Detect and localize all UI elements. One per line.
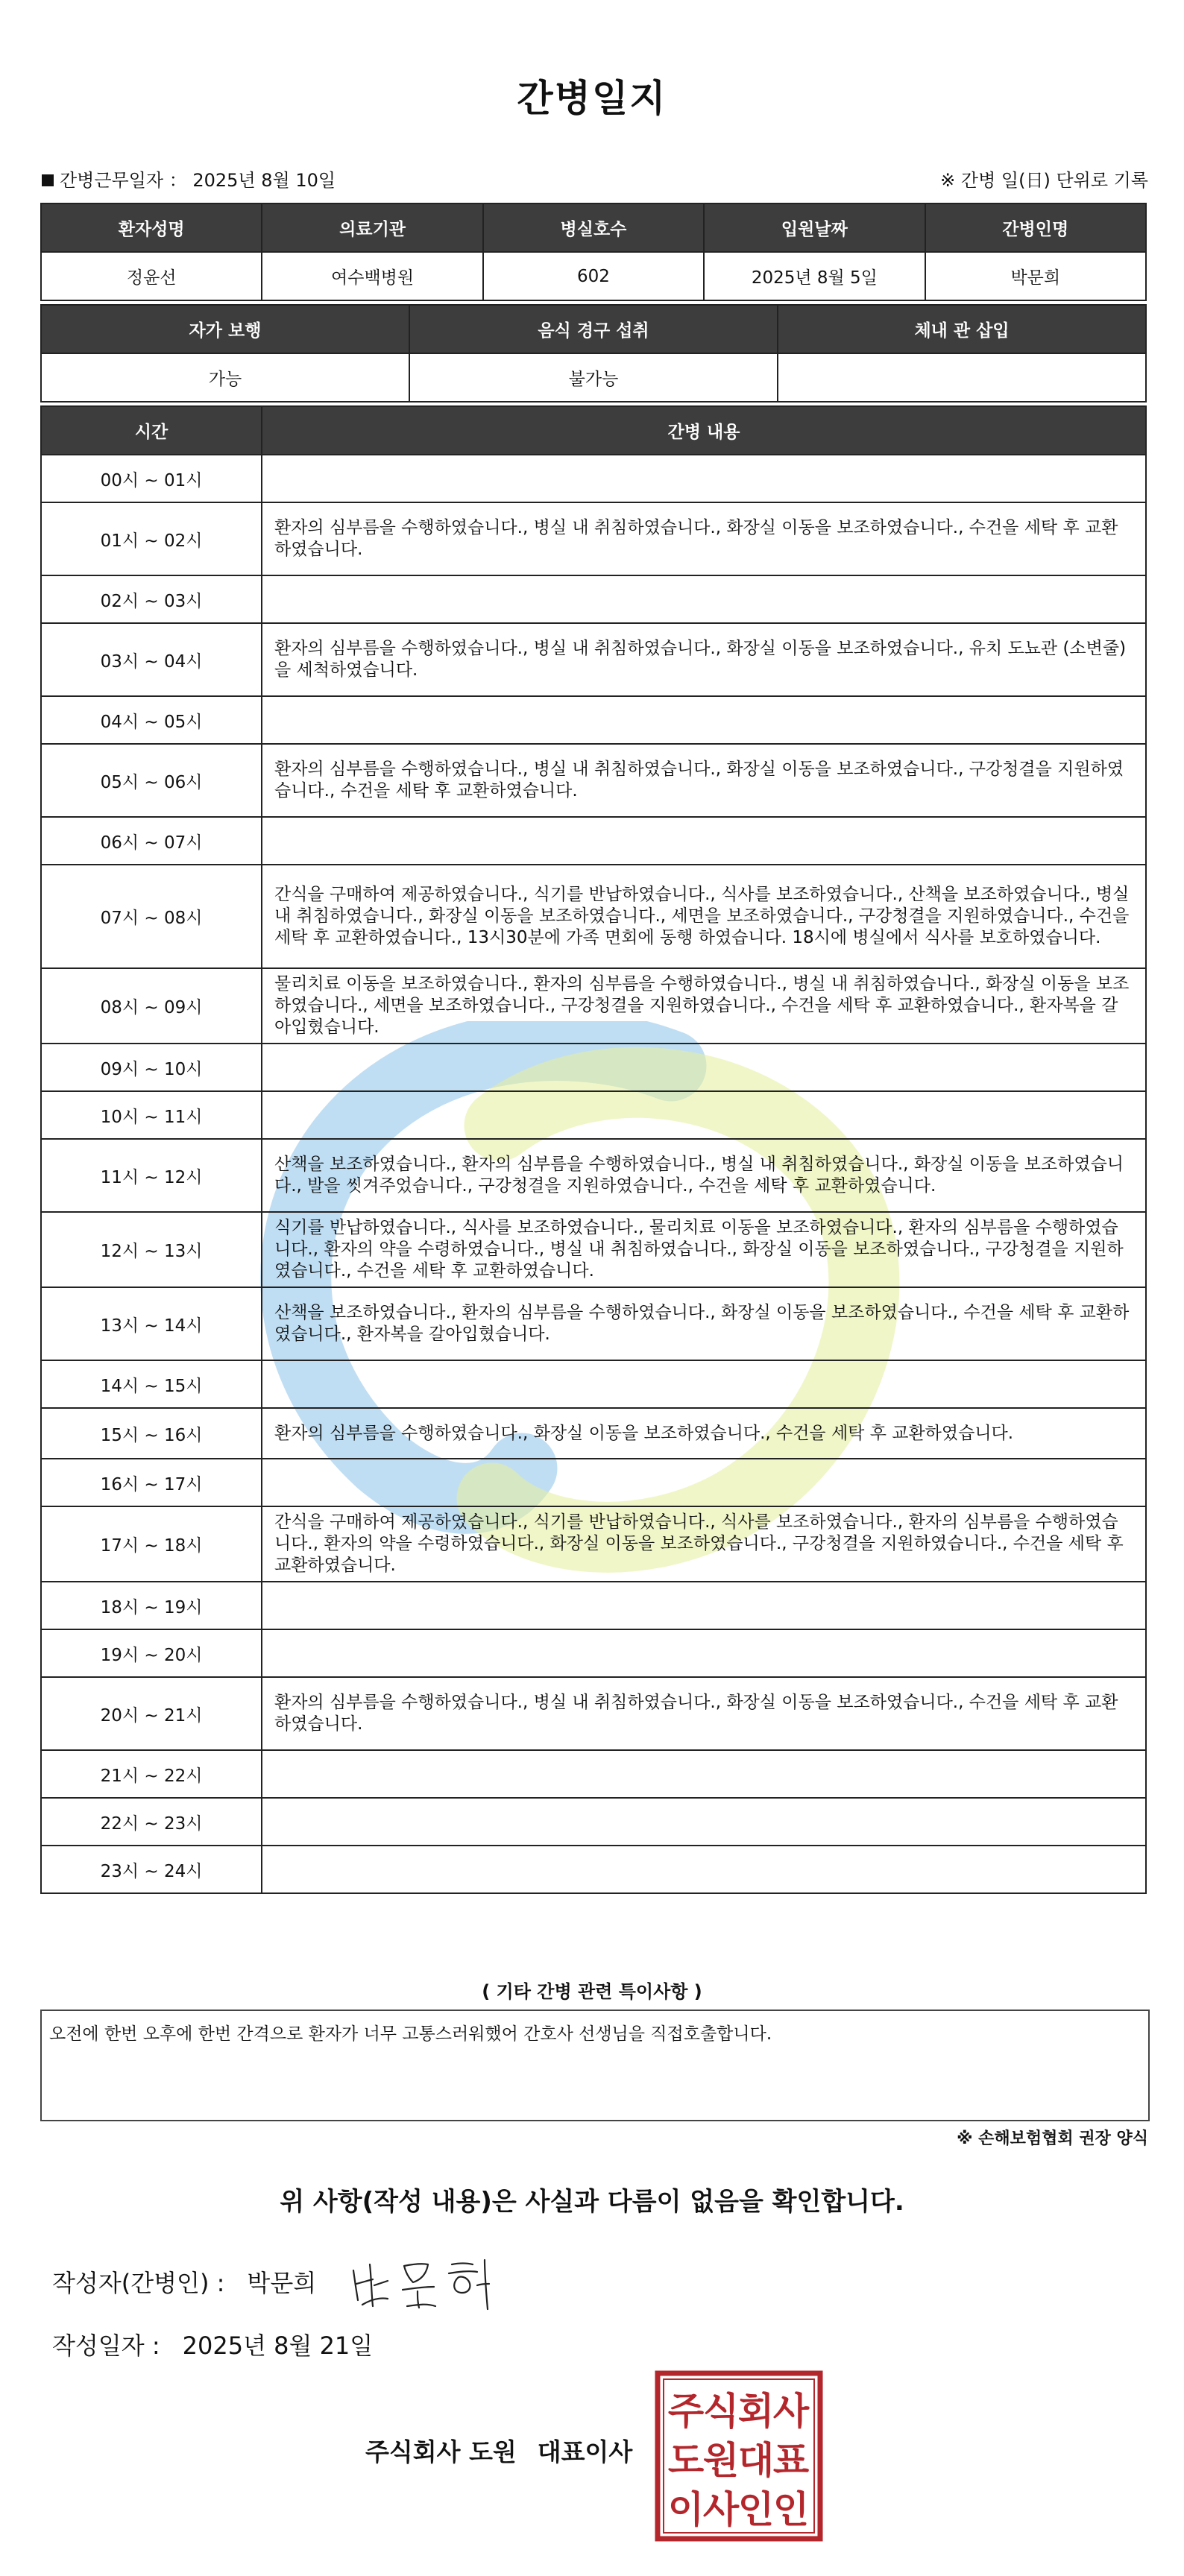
log-time: 12시 ~ 13시 [41, 1212, 262, 1287]
patient-status-table [40, 304, 1147, 402]
signature-image [340, 2248, 504, 2315]
log-row [41, 502, 1146, 575]
seal-character: 인 [737, 2488, 775, 2531]
log-row [41, 1750, 1146, 1798]
work-date-text: 간병근무일자 ： 2025년 8월 10일 [60, 170, 336, 191]
written-date-label: 작성일자 : [52, 2332, 160, 2360]
log-row [41, 817, 1146, 865]
log-content [262, 1846, 1146, 1893]
log-content [262, 1459, 1146, 1506]
log-time: 16시 ~ 17시 [41, 1459, 262, 1506]
header-self-walking: 자가 보행 [41, 305, 409, 353]
header-time: 시간 [41, 406, 262, 455]
seal-character: 주 [667, 2390, 705, 2433]
oral-intake-value: 불가능 [409, 353, 778, 402]
log-time: 00시 ~ 01시 [41, 455, 262, 502]
seal-character: 회 [737, 2390, 775, 2433]
log-row [41, 575, 1146, 623]
special-notes-text: 오전에 한번 오후에 한번 간격으로 환자가 너무 고통스러워했어 간호사 선생님을 직접호출합니다. [49, 2024, 772, 2044]
seal-character: 이 [667, 2488, 705, 2531]
log-time: 02시 ~ 03시 [41, 575, 262, 623]
self-walking-value: 가능 [41, 353, 409, 402]
log-row [41, 1044, 1146, 1091]
log-time: 06시 ~ 07시 [41, 817, 262, 865]
log-content [262, 1360, 1146, 1408]
log-row [41, 1629, 1146, 1677]
written-date: 2025년 8월 21일 [182, 2332, 374, 2360]
log-row [41, 623, 1146, 696]
log-content [262, 1091, 1146, 1139]
written-date-line [52, 2327, 373, 2361]
admission-date: 2025년 8월 5일 [704, 252, 925, 300]
writer-line [52, 2264, 316, 2299]
log-row [41, 1459, 1146, 1506]
log-time: 03시 ~ 04시 [41, 623, 262, 696]
log-row [41, 1846, 1146, 1893]
seal-character: 사 [702, 2488, 740, 2531]
log-row [41, 1091, 1146, 1139]
seal-character: 원 [702, 2439, 740, 2482]
log-time: 05시 ~ 06시 [41, 744, 262, 817]
log-content [262, 1629, 1146, 1677]
seal-character: 인 [772, 2488, 810, 2531]
room-number: 602 [483, 252, 704, 300]
log-time: 14시 ~ 15시 [41, 1360, 262, 1408]
log-row [41, 1677, 1146, 1750]
unit-note: ※ 간병 일(日) 단위로 기록 [940, 170, 1148, 191]
log-time: 04시 ~ 05시 [41, 696, 262, 744]
log-content: 산책을 보조하였습니다., 환자의 심부름을 수행하였습니다., 병실 내 취침하였습니다., 화장실 이동을 보조하였습니다., 발을 씻겨주었습니다., 구강청결을 지원하였습니다., 수건을 세탁 후 교환하였습니다. [262, 1139, 1146, 1212]
header-care-content: 간병 내용 [262, 406, 1146, 455]
log-row [41, 455, 1146, 502]
log-content: 환자의 심부름을 수행하였습니다., 화장실 이동을 보조하였습니다., 수건을 세탁 후 교환하였습니다. [262, 1408, 1146, 1459]
log-row [41, 1212, 1146, 1287]
confirmation-statement: 위 사항(작성 내용)은 사실과 다름이 없음을 확인합니다. [280, 2187, 904, 2217]
header-room-number: 병실호수 [483, 203, 704, 252]
log-content [262, 1750, 1146, 1798]
seal-character: 대 [737, 2439, 775, 2482]
log-time: 08시 ~ 09시 [41, 968, 262, 1044]
log-time: 07시 ~ 08시 [41, 865, 262, 968]
log-content: 환자의 심부름을 수행하였습니다., 병실 내 취침하였습니다., 화장실 이동을 보조하였습니다., 유치 도뇨관 (소변줄)을 세척하였습니다. [262, 623, 1146, 696]
caregiver-name: 박문희 [925, 252, 1146, 300]
company-name: 주식회사 도원 [365, 2437, 517, 2466]
seal-character: 도 [667, 2439, 705, 2482]
company-line [365, 2433, 632, 2468]
log-row [41, 968, 1146, 1044]
form-source-note: ※ 손해보험협회 권장 양식 [957, 2130, 1148, 2148]
work-date [42, 165, 336, 192]
log-time: 09시 ~ 10시 [41, 1044, 262, 1091]
log-row [41, 865, 1146, 968]
log-content: 간식을 구매하여 제공하였습니다., 식기를 반납하였습니다., 식사를 보조하였습니다., 산책을 보조하였습니다., 병실 내 취침하였습니다., 화장실 이동을 보조하였습니다., 세면을 보조하였습니다., 구강청결을 지원하였습니다., 수건을 세탁 후 교환하였습니다., 13시30분에 가족 면회에 동행 하였습니다. 18시에 병실에서 식사를 보호하였습니다. [262, 865, 1146, 968]
patient-info-table [40, 203, 1147, 301]
care-log-body [41, 455, 1146, 1893]
header-hospital: 의료기관 [262, 203, 482, 252]
log-row [41, 696, 1146, 744]
log-time: 01시 ~ 02시 [41, 502, 262, 575]
company-seal-stamp [655, 2370, 823, 2542]
log-content [262, 817, 1146, 865]
header-tube-insertion: 체내 관 삽입 [778, 305, 1146, 353]
log-row [41, 1798, 1146, 1846]
log-content [262, 1582, 1146, 1629]
header-oral-intake: 음식 경구 섭취 [409, 305, 778, 353]
log-time: 10시 ~ 11시 [41, 1091, 262, 1139]
seal-character: 사 [772, 2390, 810, 2433]
log-row [41, 1506, 1146, 1582]
header-caregiver-name: 간병인명 [925, 203, 1146, 252]
writer-name: 박문희 [247, 2269, 317, 2297]
representative-title: 대표이사 [537, 2437, 633, 2466]
log-content [262, 575, 1146, 623]
log-content [262, 696, 1146, 744]
special-notes-box [40, 2010, 1150, 2121]
seal-character: 식 [702, 2390, 740, 2433]
seal-character: 표 [772, 2439, 810, 2482]
writer-label: 작성자(간병인) : [52, 2269, 225, 2297]
log-row [41, 1287, 1146, 1360]
bullet-square-icon [42, 174, 54, 186]
log-time: 17시 ~ 18시 [41, 1506, 262, 1582]
log-time: 15시 ~ 16시 [41, 1408, 262, 1459]
care-log-table [40, 405, 1147, 1894]
log-content: 환자의 심부름을 수행하였습니다., 병실 내 취침하였습니다., 화장실 이동을 보조하였습니다., 구강청결을 지원하였습니다., 수건을 세탁 후 교환하였습니다. [262, 744, 1146, 817]
log-content: 간식을 구매하여 제공하였습니다., 식기를 반납하였습니다., 식사를 보조하였습니다., 환자의 심부름을 수행하였습니다., 환자의 약을 수령하였습니다., 화장실 이동을 보조하였습니다., 구강청결을 지원하였습니다., 수건을 세탁 후 교환하였습니다. [262, 1506, 1146, 1582]
log-row [41, 1582, 1146, 1629]
log-time: 18시 ~ 19시 [41, 1582, 262, 1629]
log-row [41, 1360, 1146, 1408]
log-content [262, 1798, 1146, 1846]
log-row [41, 744, 1146, 817]
hospital-name: 여수백병원 [262, 252, 482, 300]
patient-name: 정윤선 [41, 252, 262, 300]
log-time: 22시 ~ 23시 [41, 1798, 262, 1846]
log-time: 13시 ~ 14시 [41, 1287, 262, 1360]
log-content: 식기를 반납하였습니다., 식사를 보조하였습니다., 물리치료 이동을 보조하였습니다., 환자의 심부름을 수행하였습니다., 환자의 약을 수령하였습니다., 병실 내 취침하였습니다., 화장실 이동을 보조하였습니다., 구강청결을 지원하였습니다., 수건을 세탁 후 교환하였습니다. [262, 1212, 1146, 1287]
header-patient-name: 환자성명 [41, 203, 262, 252]
log-time: 19시 ~ 20시 [41, 1629, 262, 1677]
log-row [41, 1139, 1146, 1212]
special-notes-title: ( 기타 간병 관련 특이사항 ) [482, 1981, 702, 2002]
log-content: 산책을 보조하였습니다., 환자의 심부름을 수행하였습니다., 화장실 이동을 보조하였습니다., 수건을 세탁 후 교환하였습니다., 환자복을 갈아입혔습니다. [262, 1287, 1146, 1360]
log-time: 23시 ~ 24시 [41, 1846, 262, 1893]
log-content [262, 1044, 1146, 1091]
log-time: 11시 ~ 12시 [41, 1139, 262, 1212]
log-time: 21시 ~ 22시 [41, 1750, 262, 1798]
log-time: 20시 ~ 21시 [41, 1677, 262, 1750]
tube-insertion-value [778, 353, 1146, 402]
log-content: 환자의 심부름을 수행하였습니다., 병실 내 취침하였습니다., 화장실 이동을 보조하였습니다., 수건을 세탁 후 교환하였습니다. [262, 1677, 1146, 1750]
log-content [262, 455, 1146, 502]
header-admission-date: 입원날짜 [704, 203, 925, 252]
log-content: 환자의 심부름을 수행하였습니다., 병실 내 취침하였습니다., 화장실 이동을 보조하였습니다., 수건을 세탁 후 교환하였습니다. [262, 502, 1146, 575]
document-title: 간병일지 [517, 77, 667, 120]
log-content: 물리치료 이동을 보조하였습니다., 환자의 심부름을 수행하였습니다., 병실 내 취침하였습니다., 화장실 이동을 보조하였습니다., 세면을 보조하였습니다., 구강청결을 지원하였습니다., 수건을 세탁 후 교환하였습니다., 환자복을 갈아입혔습니다. [262, 968, 1146, 1044]
log-row [41, 1408, 1146, 1459]
